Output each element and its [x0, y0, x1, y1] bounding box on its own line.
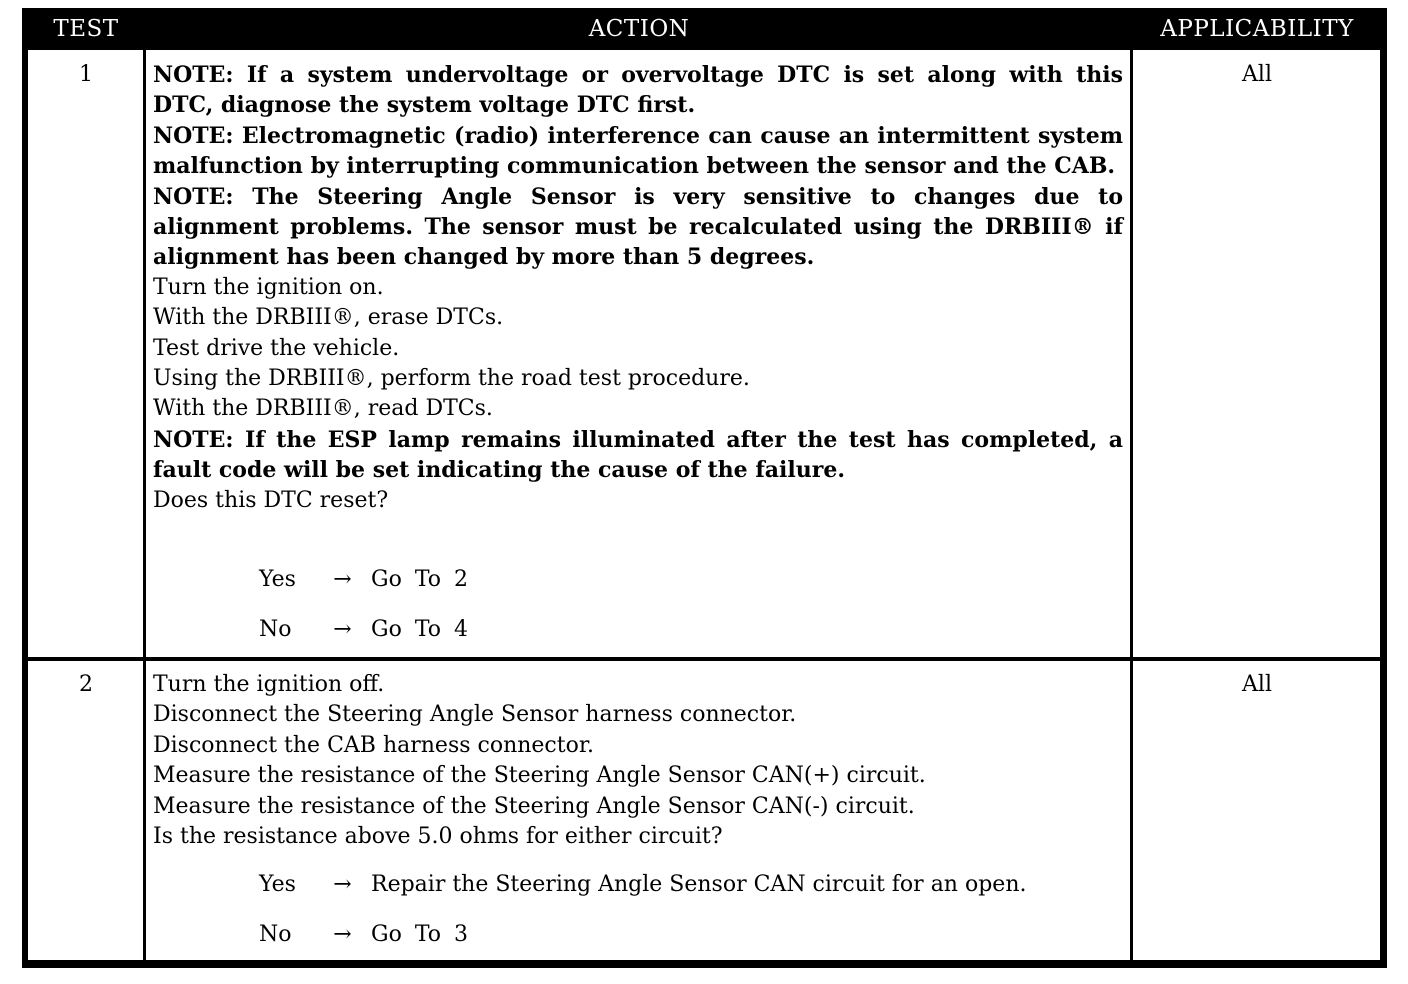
step-line: With the DRBIII®, read DTCs.: [153, 396, 493, 422]
diagnostic-table: [22, 8, 1387, 968]
step-line: Using the DRBIII®, perform the road test procedure.: [153, 366, 750, 392]
header-applicability: APPLICABILITY: [1160, 16, 1354, 42]
option-label: No: [259, 922, 292, 947]
row2-option-no: [259, 922, 468, 947]
row1-option-yes: [259, 567, 468, 592]
step-line: Turn the ignition off.: [153, 672, 385, 697]
step-line: Disconnect the Steering Angle Sensor harness connector.: [153, 702, 797, 728]
note-line: NOTE: If the ESP lamp remains illuminated after the test has completed, a fault code will be set indicating the cause of the failure.: [153, 426, 1123, 484]
option-result: Go To 2: [371, 567, 469, 592]
option-label: No: [259, 617, 292, 642]
arrow-right-icon: →: [333, 922, 352, 947]
note-line: NOTE: If a system undervoltage or overvoltage DTC is set along with this DTC, diagnose the system voltage DTC first.: [153, 62, 1123, 119]
row2-action: [153, 670, 1123, 852]
step-line: Measure the resistance of the Steering Angle Sensor CAN(-) circuit.: [153, 793, 915, 819]
row-divider: [28, 657, 1380, 661]
row2-test-number: 2: [79, 672, 93, 697]
note-line: NOTE: Electromagnetic (radio) interference can cause an intermittent system malfunction by interrupting communication between the sensor and the CAB.: [153, 122, 1123, 180]
option-result: Repair the Steering Angle Sensor CAN circuit for an open.: [371, 872, 1027, 897]
column-divider: [143, 50, 146, 968]
option-label: Yes: [259, 567, 296, 592]
header-action: ACTION: [588, 16, 690, 42]
option-result: Go To 3: [371, 922, 469, 947]
step-line: Test drive the vehicle.: [153, 335, 400, 361]
row1-test-number: 1: [79, 62, 93, 87]
row2-applicability: All: [1242, 672, 1272, 697]
row1-option-no: [259, 617, 468, 642]
arrow-right-icon: →: [333, 617, 352, 642]
step-line: Turn the ignition on.: [153, 274, 384, 300]
arrow-right-icon: →: [333, 567, 352, 592]
option-result: Go To 4: [371, 617, 469, 642]
column-divider: [1130, 50, 1133, 968]
step-line: Measure the resistance of the Steering Angle Sensor CAN(+) circuit.: [153, 763, 926, 789]
row1-applicability: All: [1242, 62, 1272, 87]
arrow-right-icon: →: [333, 872, 352, 897]
header-test: TEST: [53, 16, 119, 42]
note-line: NOTE: The Steering Angle Sensor is very sensitive to changes due to alignment problems. The sensor must be recalculated using the DRBIII® if alignment has been changed by more than 5 degrees.: [153, 183, 1123, 271]
step-line: With the DRBIII®, erase DTCs.: [153, 305, 504, 331]
row2-option-yes: [259, 872, 1026, 897]
option-label: Yes: [259, 872, 296, 897]
question-line: Does this DTC reset?: [153, 487, 389, 513]
question-line: Is the resistance above 5.0 ohms for either circuit?: [153, 824, 723, 850]
row1-action: [153, 60, 1123, 516]
step-line: Disconnect the CAB harness connector.: [153, 732, 594, 758]
